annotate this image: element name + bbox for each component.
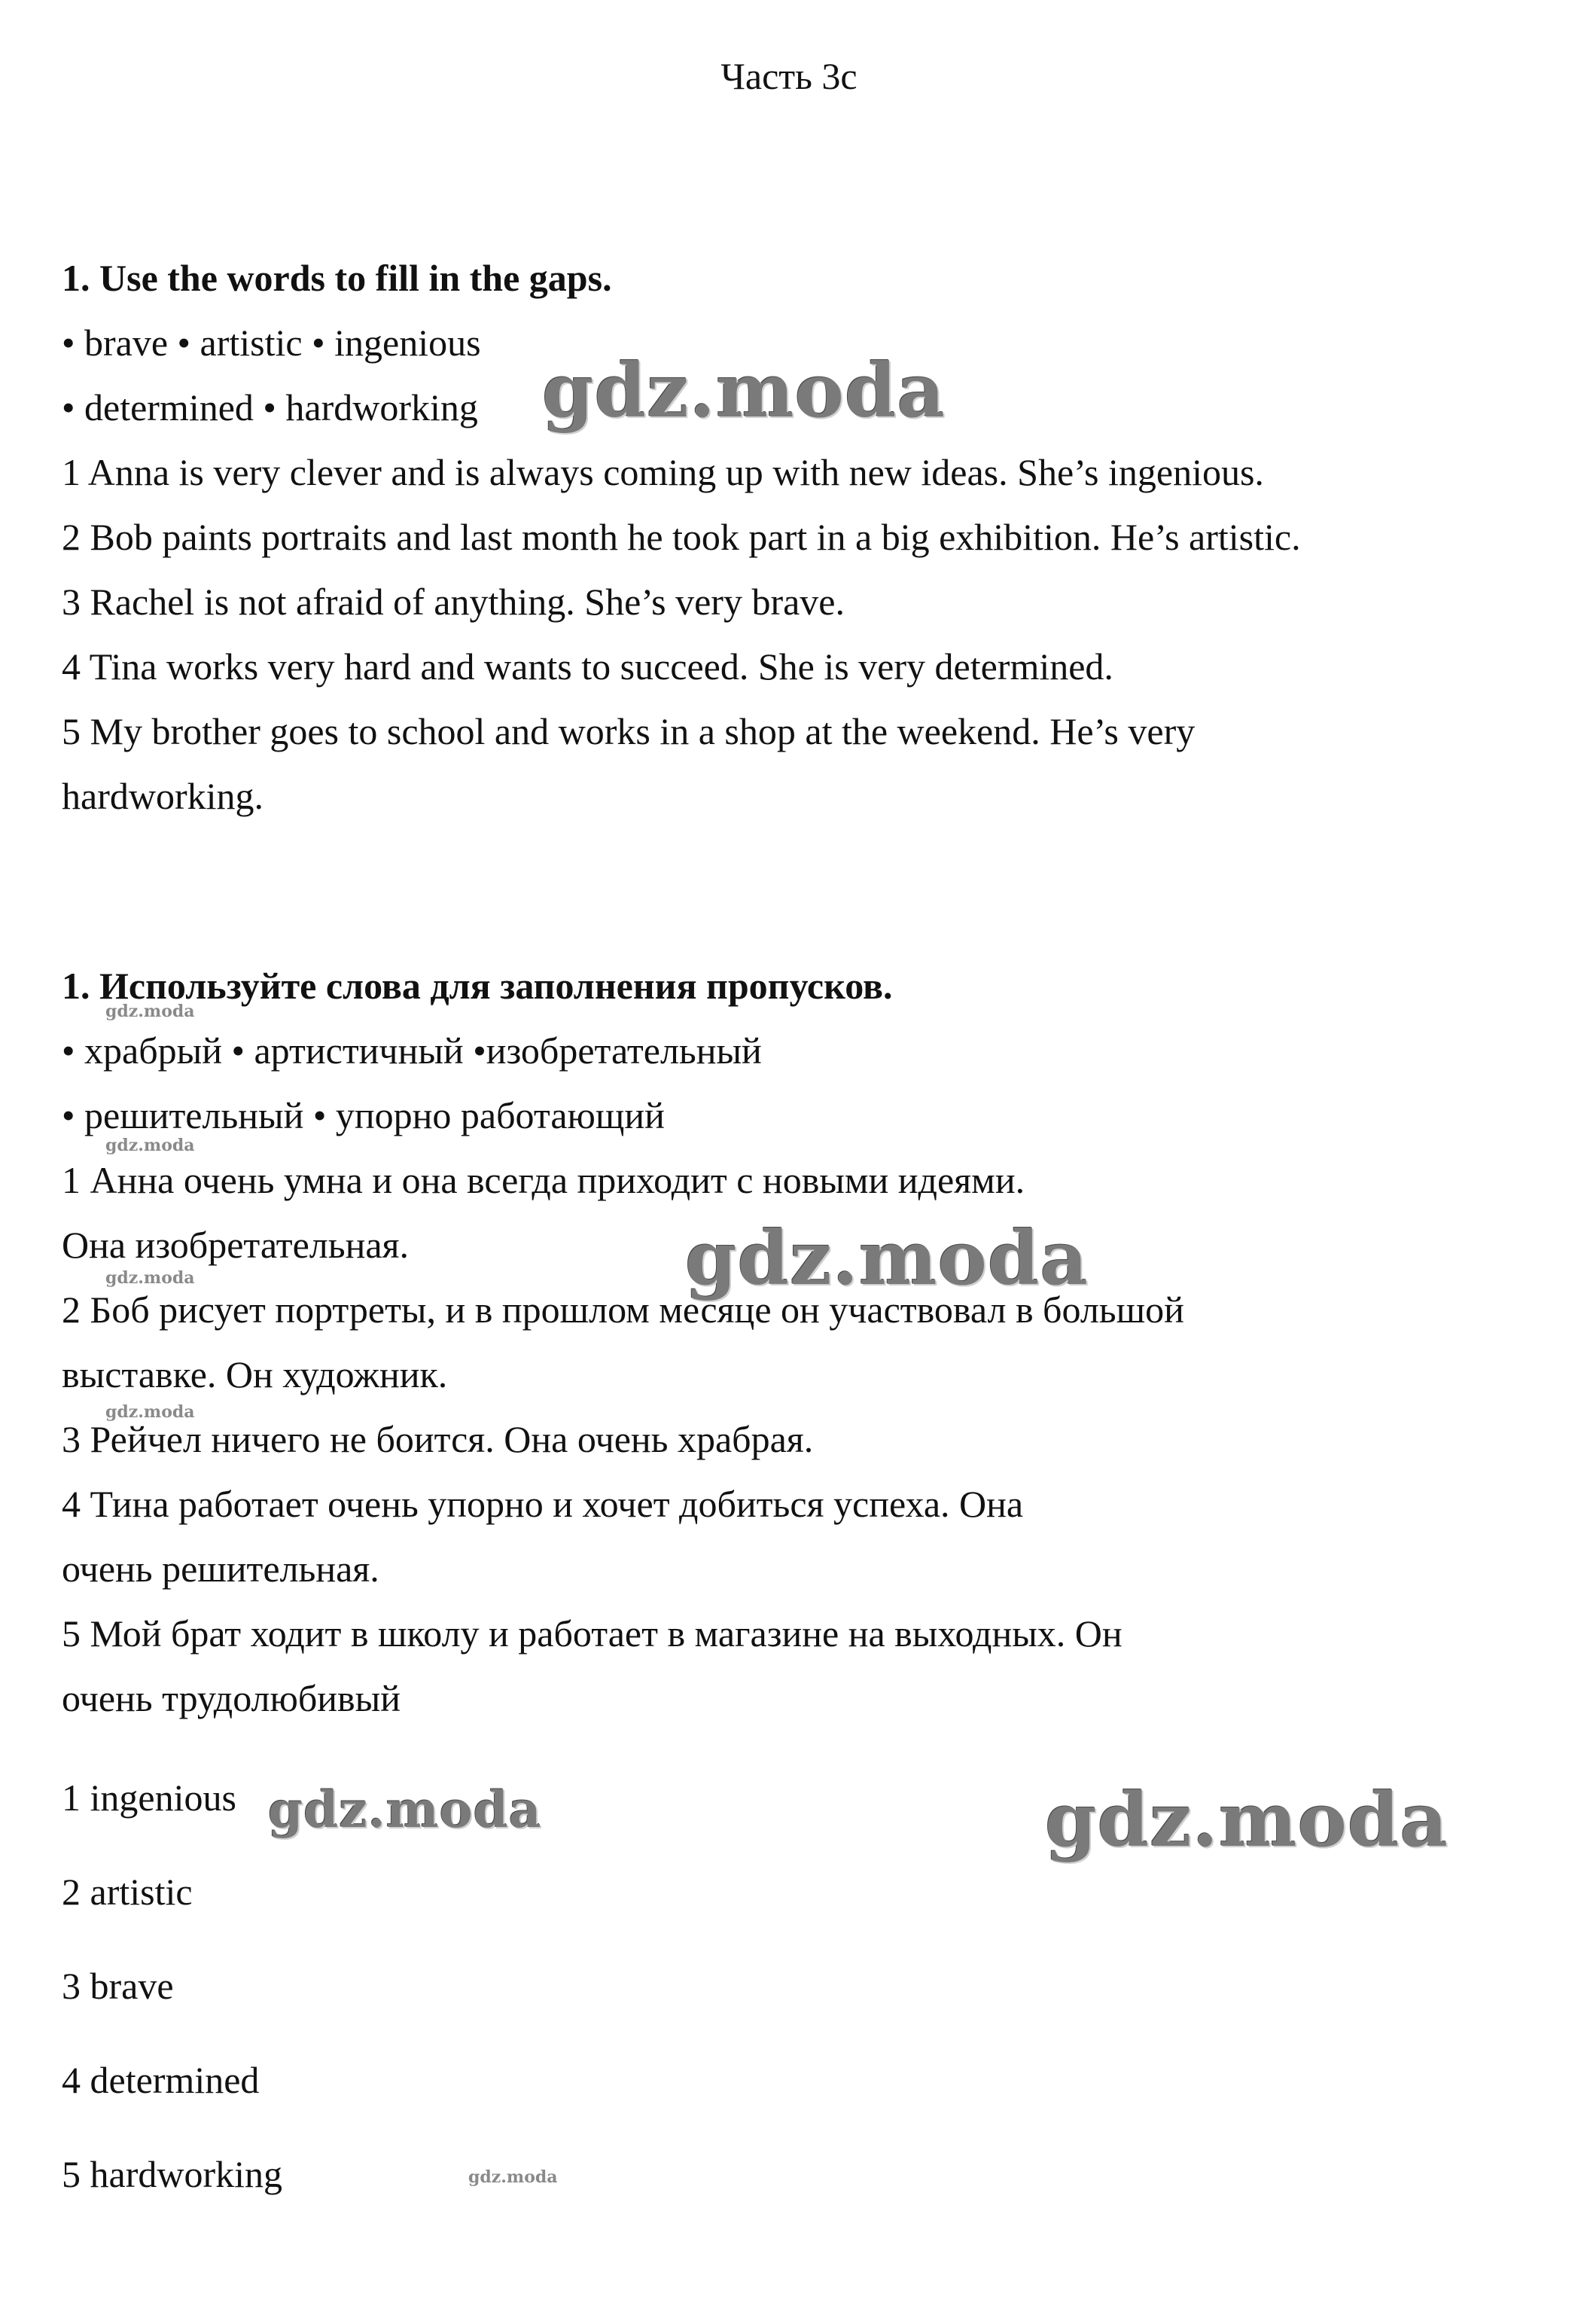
watermark-small: gdz.moda [105, 1268, 195, 1288]
english-sentence: 3 Rachel is not afraid of anything. She’s very brave. [62, 581, 845, 623]
russian-sentence: Она изобретательная. [62, 1224, 410, 1266]
russian-word-line: • храбрый • артистичный •изобретательный [62, 1029, 762, 1072]
watermark-logo: gdz.moda [685, 1215, 1089, 1302]
russian-sentence: 1 Анна очень умна и она всегда приходит с новыми идеями. [62, 1159, 1025, 1201]
watermark-logo: gdz.moda [1045, 1777, 1449, 1864]
russian-sentence: 5 Мой брат ходит в школу и работает в магазине на выходных. Он [62, 1612, 1123, 1655]
answer-item: 3 brave [62, 1965, 174, 2007]
russian-sentence: 4 Тина работает очень упорно и хочет добиться успеха. Она [62, 1483, 1024, 1525]
russian-word-line: • решительный • упорно работающий [62, 1094, 665, 1136]
page-title: Часть 3с [720, 55, 858, 97]
russian-task-title: 1. Используйте слова для заполнения пропусков. [62, 965, 893, 1007]
english-sentence: 2 Bob paints portraits and last month he took part in a big exhibition. He’s artistic. [62, 516, 1301, 558]
watermark-small: gdz.moda [105, 1136, 195, 1155]
english-sentence: 4 Tina works very hard and wants to succeed. She is very determined. [62, 645, 1113, 688]
english-sentence: 5 My brother goes to school and works in a shop at the weekend. He’s very [62, 710, 1196, 752]
russian-sentence: очень решительная. [62, 1548, 379, 1590]
english-word-line: • brave • artistic • ingenious [62, 322, 481, 364]
russian-sentence: 3 Рейчел ничего не боится. Она очень храбрая. [62, 1418, 814, 1460]
russian-sentence: 2 Боб рисует портреты, и в прошлом месяце он участвовал в большой [62, 1289, 1184, 1331]
answer-item: 4 determined [62, 2059, 260, 2101]
russian-sentence: выставке. Он художник. [62, 1353, 448, 1395]
english-word-line: • determined • hardworking [62, 386, 478, 429]
russian-section [62, 953, 1533, 1731]
answer-item: 5 hardworking [62, 2153, 282, 2195]
watermark-small: gdz.moda [468, 2167, 558, 2187]
answer-item: 1 ingenious [62, 1777, 236, 1819]
answer-item: 2 artistic [62, 1871, 193, 1913]
english-sentence: 1 Anna is very clever and is always coming up with new ideas. She’s ingenious. [62, 451, 1264, 493]
watermark-logo: gdz.moda [268, 1780, 542, 1839]
watermark-small: gdz.moda [105, 1402, 195, 1422]
russian-sentence: очень трудолюбивый [62, 1677, 401, 1719]
english-section [62, 246, 1533, 828]
watermark-logo: gdz.moda [542, 348, 946, 435]
watermark-small: gdz.moda [105, 1002, 195, 1021]
english-sentence: hardworking. [62, 775, 264, 817]
english-task-title: 1. Use the words to fill in the gaps. [62, 257, 612, 299]
